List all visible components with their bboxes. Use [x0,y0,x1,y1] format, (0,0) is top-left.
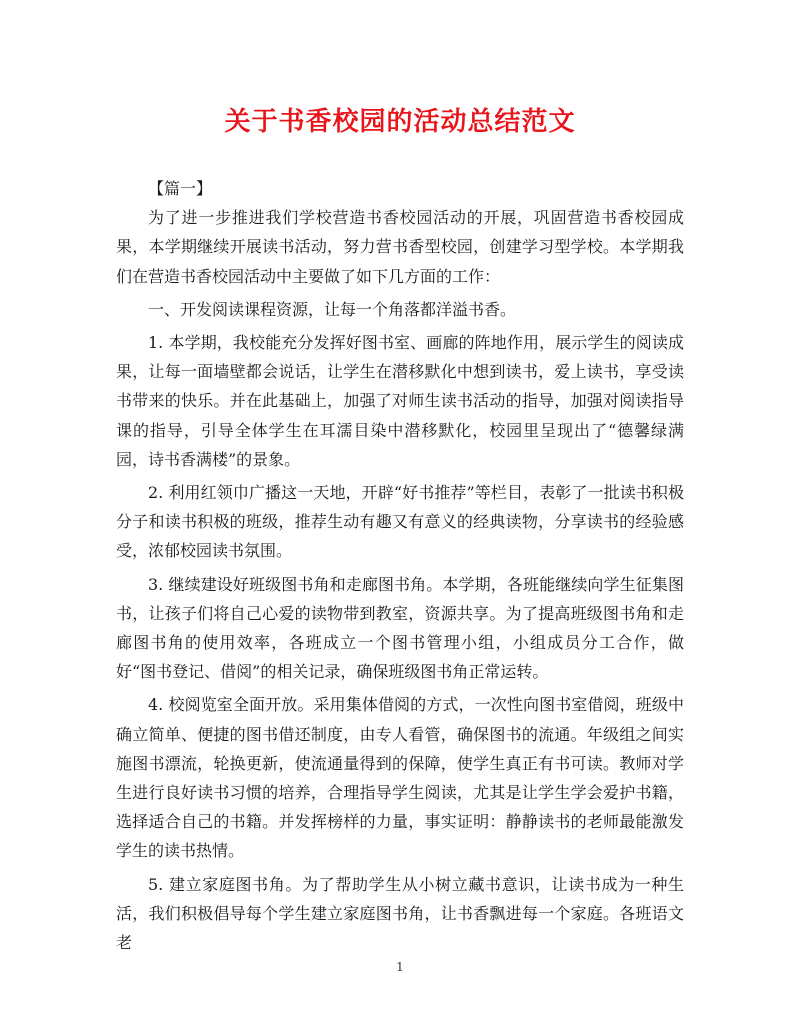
paragraph-item-5: 5. 建立家庭图书角。为了帮助学生从小树立藏书意识，让读书成为一种生活，我们积极倡导每个学生建立家庭图书角，让书香飘进每一个家庭。各班语文老 [116,874,684,953]
paragraph-item-3: 3. 继续建设好班级图书角和走廊图书角。本学期，各班能继续向学生征集图书，让孩子们将自己心爱的读物带到教室，资源共享。为了提高班级图书角和走廊图书角的使用效率，各班成立一个图书管理小组，小组成员分工合作，做好“图书登记、借阅”的相关记录，确保班级图书角正常运转。 [116,574,684,682]
page-number: 1 [396,960,404,974]
paragraph-item-4: 4. 校阅览室全面开放。采用集体借阅的方式，一次性向图书室借阅，班级中确立简单、便捷的图书借还制度，由专人看管，确保图书的流通。年级组之间实施图书漂流，轮换更新，使流通量得到的保障，使学生真正有书可读。教师对学生进行良好读书习惯的培养，合理指导学生阅读，尤其是让学生学会爱护书籍，选择适合自己的书籍。并发挥榜样的力量，事实证明：静静读书的老师最能激发学生的读书热情。 [116,695,684,861]
paragraph-item-2: 2. 利用红领巾广播这一天地，开辟“好书推荐”等栏目，表彰了一批读书积极分子和读书积极的班级，推荐生动有趣又有意义的经典读物，分享读书的经验感受，浓郁校园读书氛围。 [116,483,684,561]
section-heading: 一、开发阅读课程资源，让每一个角落都洋溢书香。 [148,299,517,319]
section-label: 【篇一】 [148,179,213,198]
document-title: 关于书香校园的活动总结范文 [224,107,576,137]
paragraph-item-1: 1. 本学期，我校能充分发挥好图书室、画廊的阵地作用，展示学生的阅读成果，让每一面墙壁都会说话，让学生在潜移默化中想到读书，爱上读书，享受读书带来的快乐。并在此基础上，加强了对师生读书活动的指导，加强对阅读指导课的指导，引导全体学生在耳濡目染中潜移默化，校园里呈现出了“德馨绿满园，诗书香满楼”的景象。 [116,333,684,469]
document-body [116,174,684,961]
paragraph-intro: 为了进一步推进我们学校营造书香校园活动的开展，巩固营造书香校园成果，本学期继续开展读书活动，努力营书香型校园，创建学习型学校。本学期我们在营造书香校园活动中主要做了如下几方面的工作： [116,208,684,286]
